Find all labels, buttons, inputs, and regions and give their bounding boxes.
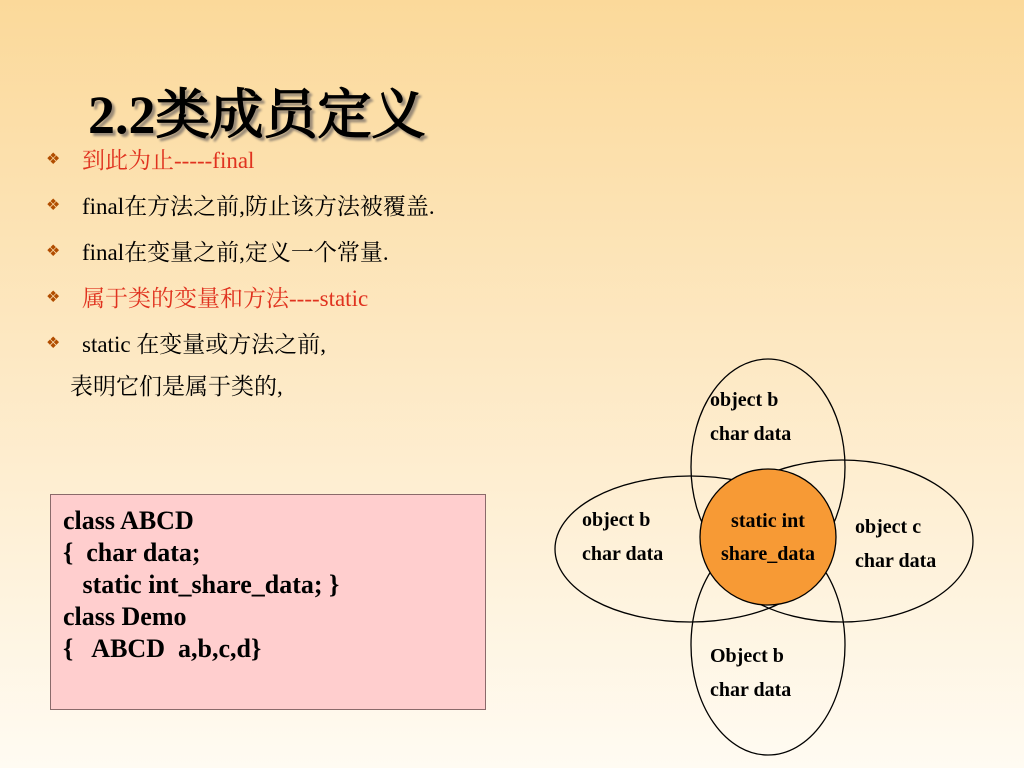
top-object-label [710, 383, 791, 451]
bullet-item [46, 142, 254, 175]
left-object-field: char data [582, 543, 664, 565]
static-field-name: share_data [720, 543, 816, 565]
bullet-text: 到此为止-----final [82, 148, 255, 173]
bullet-text: 属于类的变量和方法----static [82, 286, 369, 311]
slide-title: 2.2类成员定义 [88, 85, 426, 145]
right-object-name: object c [855, 516, 922, 538]
diamond-bullet-icon: ❖ [46, 242, 61, 260]
bullet-text: final在变量之前,定义一个常量. [82, 240, 389, 265]
bullet-text: final在方法之前,防止该方法被覆盖. [82, 194, 435, 219]
static-field-type: static int [731, 510, 805, 532]
object-sharing-diagram [550, 355, 1024, 768]
code-line: class Demo [63, 602, 187, 631]
right-object-field: char data [855, 550, 937, 572]
code-line: class ABCD [63, 506, 194, 535]
code-box [50, 494, 486, 710]
bullet-item [46, 326, 326, 359]
code-line: { char data; [63, 538, 201, 567]
bottom-object-name: Object b [710, 645, 784, 667]
diamond-bullet-icon: ❖ [46, 288, 61, 306]
bullet-item [46, 188, 435, 221]
top-object-name: object b [710, 389, 779, 411]
left-object-name: object b [582, 509, 651, 531]
diamond-bullet-icon: ❖ [46, 196, 61, 214]
right-object-label [855, 510, 936, 578]
top-object-field: char data [710, 423, 792, 445]
bullet-item [46, 234, 389, 267]
left-object-label [582, 503, 663, 571]
diamond-bullet-icon: ❖ [46, 334, 61, 352]
bullet-item [46, 280, 368, 313]
static-field-label [698, 505, 838, 571]
bullet-continuation: 表明它们是属于类的, [70, 374, 283, 399]
bullet-text: static 在变量或方法之前, [82, 332, 327, 357]
bottom-object-field: char data [710, 679, 792, 701]
code-line: { ABCD a,b,c,d} [63, 634, 262, 663]
diamond-bullet-icon: ❖ [46, 150, 61, 168]
bottom-object-label [710, 639, 791, 707]
code-line: static int_share_data; } [63, 570, 340, 599]
